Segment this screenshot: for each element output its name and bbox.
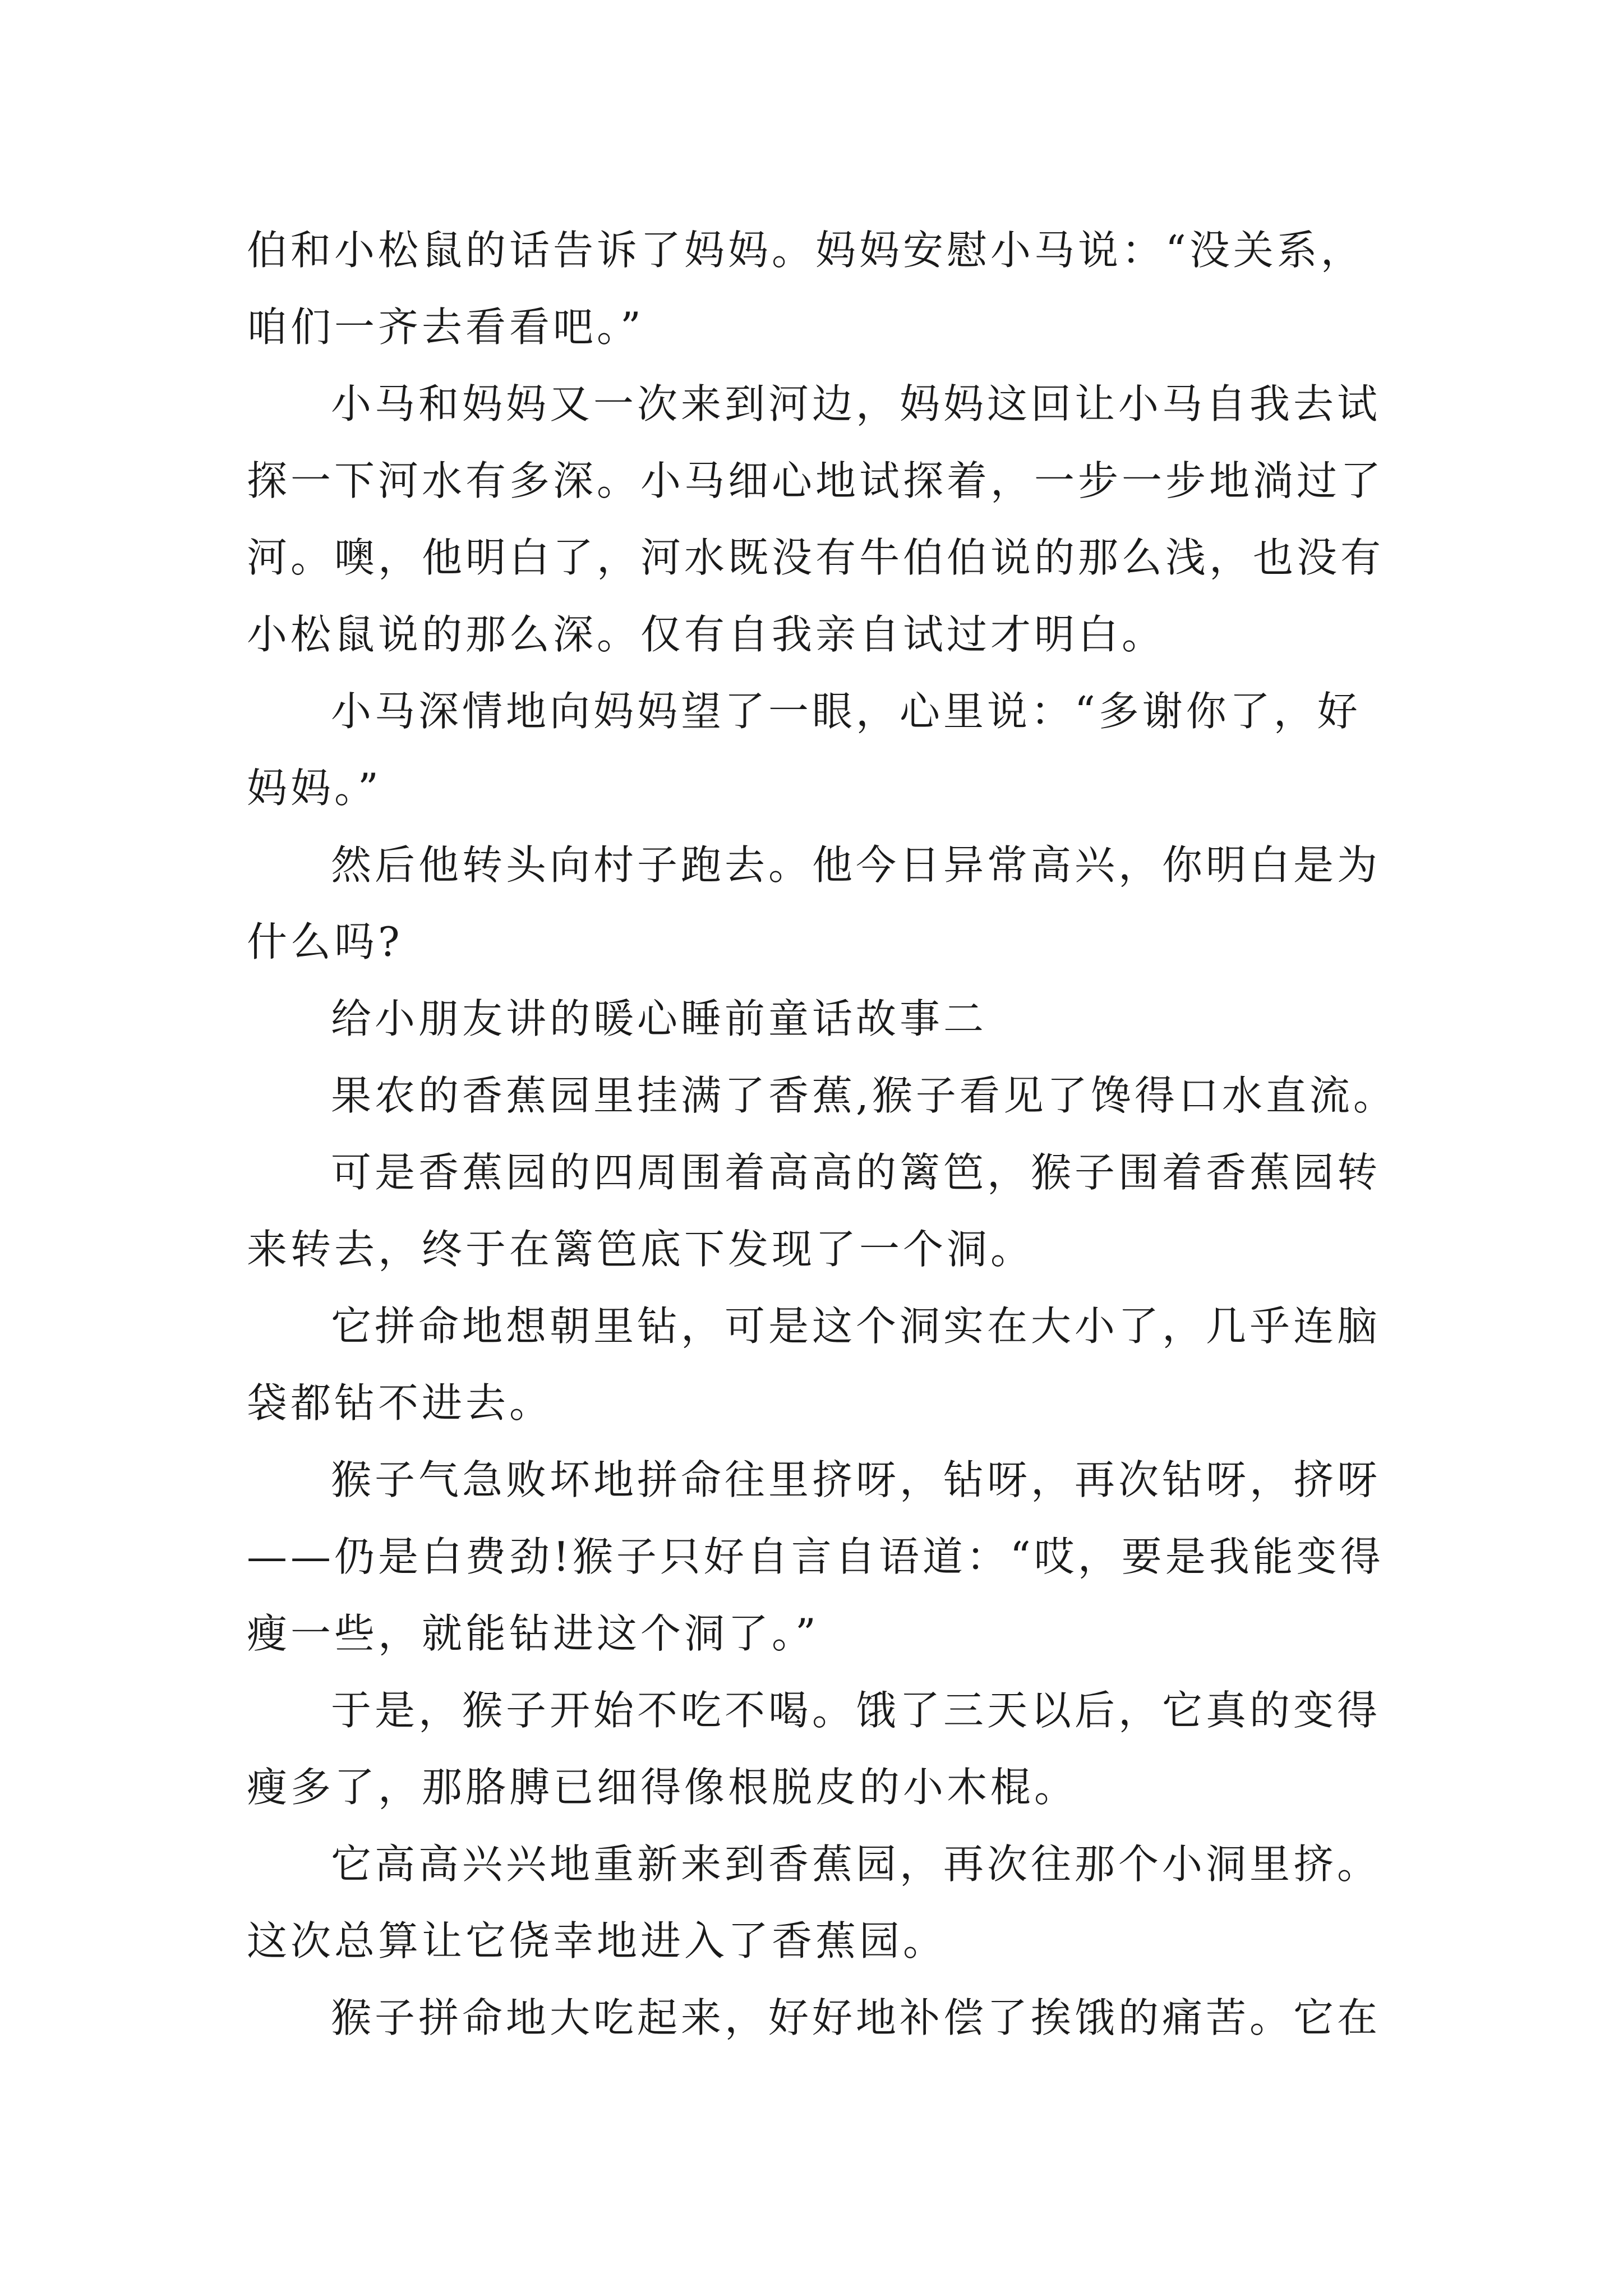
text-line: 瘦多了，那胳膊已细得像根脱皮的小木棍。 xyxy=(247,1764,1078,1811)
text-line: 它拼命地想朝里钻，可是这个洞实在大小了，几乎连脑 xyxy=(331,1303,1381,1350)
text-line: 然后他转头向村子跑去。他今日异常高兴，你明白是为 xyxy=(331,841,1381,889)
text-line: 妈妈。” xyxy=(247,765,382,812)
text-line: 伯和小松鼠的话告诉了妈妈。妈妈安慰小马说：“没关系， xyxy=(247,227,1364,274)
text-line: 这次总算让它侥幸地进入了香蕉园。 xyxy=(247,1917,947,1964)
text-line: 小马和妈妈又一次来到河边，妈妈这回让小马自我去试 xyxy=(331,380,1381,427)
text-line: 袋都钻不进去。 xyxy=(247,1379,554,1427)
text-line: 猴子拼命地大吃起来，好好地补偿了挨饿的痛苦。它在 xyxy=(331,1994,1381,2041)
section-heading: 给小朋友讲的暖心睡前童话故事二 xyxy=(331,995,988,1042)
text-line: 小松鼠说的那么深。仅有自我亲自试过才明白。 xyxy=(247,611,1166,658)
text-line: 它高高兴兴地重新来到香蕉园，再次往那个小洞里挤。 xyxy=(331,1841,1381,1888)
story-text-body xyxy=(247,212,1398,2056)
text-line: 果农的香蕉园里挂满了香蕉,猴子看见了馋得口水直流。 xyxy=(331,1072,1397,1119)
text-line: ——仍是白费劲!猴子只好自言自语道：“哎，要是我能变得 xyxy=(247,1533,1384,1580)
text-line: 猴子气急败坏地拼命往里挤呀，钻呀，再次钻呀，挤呀 xyxy=(331,1456,1381,1503)
text-line: 瘦一些，就能钻进这个洞了。” xyxy=(247,1610,819,1657)
text-line: 于是，猴子开始不吃不喝。饿了三天以后，它真的变得 xyxy=(331,1687,1381,1734)
text-line: 什么吗? xyxy=(247,918,403,965)
text-line: 河。噢，他明白了，河水既没有牛伯伯说的那么浅，也没有 xyxy=(247,534,1385,581)
text-line: 咱们一齐去看看吧。” xyxy=(247,303,644,351)
text-line: 可是香蕉园的四周围着高高的篱笆，猴子围着香蕉园转 xyxy=(331,1149,1381,1196)
text-line: 小马深情地向妈妈望了一眼，心里说：“多谢你了，好 xyxy=(331,688,1361,735)
text-line: 探一下河水有多深。小马细心地试探着，一步一步地淌过了 xyxy=(247,457,1385,504)
text-line: 来转去，终于在篱笆底下发现了一个洞。 xyxy=(247,1226,1035,1273)
